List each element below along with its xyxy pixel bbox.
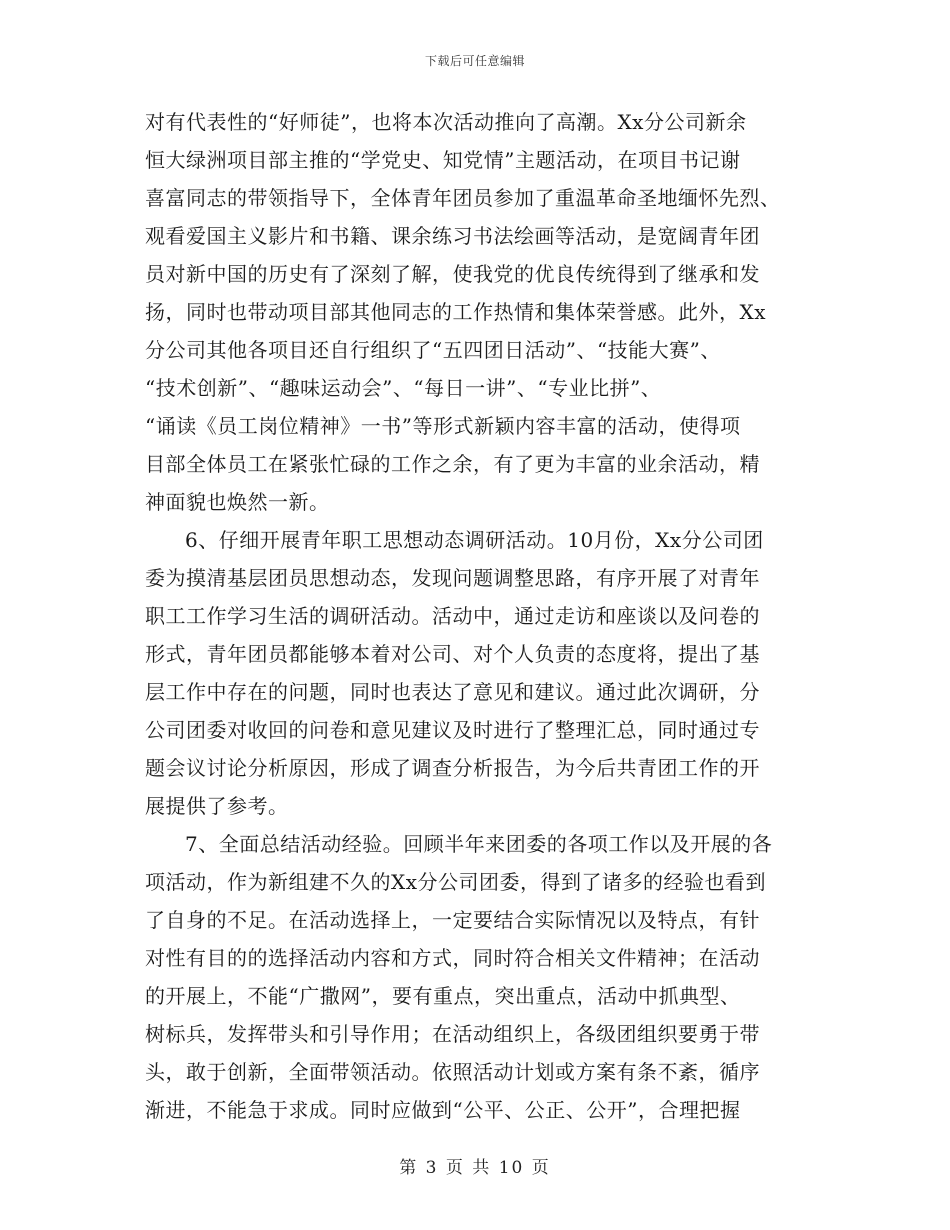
page-footer: 第 3 页 共 10 页	[399, 1158, 551, 1178]
text-line: 职工工作学习生活的调研活动。活动中，通过走访和座谈以及问卷的	[145, 604, 760, 628]
text-line: 头，敢于创新，全面带领活动。依照活动计划或方案有条不紊，循序	[145, 1060, 760, 1084]
text-line: 7、全面总结活动经验。回顾半年来团委的各项工作以及开展的各	[185, 832, 773, 856]
text-line: 对性有目的的选择活动内容和方式，同时符合相关文件精神；在活动	[145, 946, 760, 970]
text-line: 喜富同志的带领指导下，全体青年团员参加了重温革命圣地缅怀先烈、	[145, 186, 781, 210]
text-line: 层工作中存在的问题，同时也表达了意见和建议。通过此次调研，分	[145, 680, 760, 704]
text-line: “技术创新”、“趣味运动会”、“每日一讲”、“专业比拼”、	[145, 376, 662, 400]
text-line: “诵读《员工岗位精神》一书”等形式新颖内容丰富的活动，使得项	[145, 414, 741, 438]
text-line: 员对新中国的历史有了深刻了解，使我党的优良传统得到了继承和发	[145, 262, 760, 286]
text-line: 6、仔细开展青年职工思想动态调研活动。10月份，Xx分公司团	[185, 528, 764, 552]
text-line: 恒大绿洲项目部主推的“学党史、知党情”主题活动，在项目书记谢	[145, 148, 741, 172]
text-line: 分公司其他各项目还自行组织了“五四团日活动”、“技能大赛”、	[145, 338, 721, 362]
text-line: 形式，青年团员都能够本着对公司、对个人负责的态度将，提出了基	[145, 642, 760, 666]
text-line: 渐进，不能急于求成。同时应做到“公平、公正、公开”，合理把握	[145, 1098, 741, 1122]
page-header: 下载后可任意编辑	[424, 54, 525, 68]
text-line: 的开展上，不能“广撒网”，要有重点，突出重点，活动中抓典型、	[145, 984, 741, 1008]
text-line: 观看爱国主义影片和书籍、课余练习书法绘画等活动，是宽阔青年团	[145, 224, 760, 248]
text-line: 神面貌也焕然一新。	[145, 490, 330, 514]
text-line: 扬，同时也带动项目部其他同志的工作热情和集体荣誉感。此外，Xx	[145, 300, 767, 324]
text-line: 委为摸清基层团员思想动态，发现问题调整思路，有序开展了对青年	[145, 566, 760, 590]
text-line: 了自身的不足。在活动选择上，一定要结合实际情况以及特点，有针	[145, 908, 760, 932]
text-line: 树标兵，发挥带头和引导作用；在活动组织上，各级团组织要勇于带	[145, 1022, 760, 1046]
text-line: 题会议讨论分析原因，形成了调查分析报告，为今后共青团工作的开	[145, 756, 760, 780]
text-line: 对有代表性的“好师徒”，也将本次活动推向了高潮。Xx分公司新余	[145, 110, 747, 134]
text-line: 公司团委对收回的问卷和意见建议及时进行了整理汇总，同时通过专	[145, 718, 760, 742]
text-line: 项活动，作为新组建不久的Xx分公司团委，得到了诸多的经验也看到	[145, 870, 767, 894]
document-body	[145, 103, 805, 1129]
text-line: 展提供了参考。	[145, 794, 289, 818]
text-line: 目部全体员工在紧张忙碌的工作之余，有了更为丰富的业余活动，精	[145, 452, 760, 476]
